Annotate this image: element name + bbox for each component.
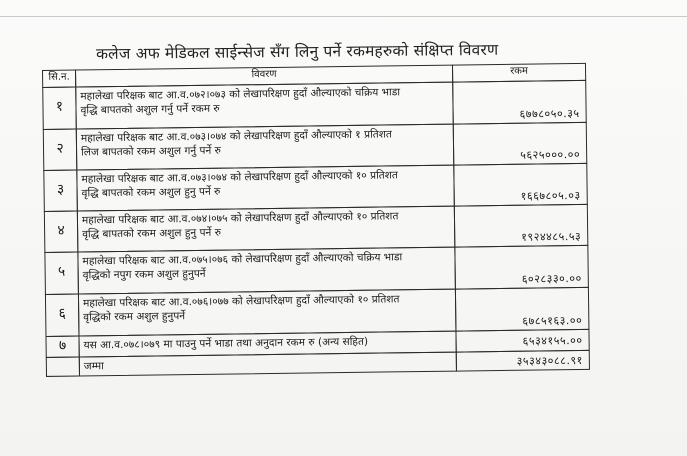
row-6-description <box>78 289 457 337</box>
row-5-line1: महालेखा परिक्षक बाट आ.व.०७५।०७६ को लेखापरिक्षण हुदाँ औल्याएको चक्रिय भाडा <box>82 251 403 268</box>
row-6-line1: महालेखा परिक्षक बाट आ.व.०७६।०७७ को लेखापरिक्षण हुदाँ औल्याएको १० प्रतिशत <box>82 293 400 310</box>
row-3-line1: महालेखा परिक्षक बाट आ.व.०७३।०७४ को लेखापरिक्षण हुदाँ औल्याएको १० प्रतिशत <box>81 169 398 186</box>
row-3-description <box>76 165 455 212</box>
row-3-sn: ३ <box>43 170 78 212</box>
row-4-description <box>77 206 456 253</box>
row-2-sn: २ <box>43 129 78 171</box>
row-1-amount: ६७७८०५०.३५ <box>452 80 587 125</box>
header-description: विवरण <box>75 65 453 88</box>
top-divider <box>0 16 687 17</box>
row-4-line2: वृद्धि बापतको रकम अशुल हुनु पर्ने रु <box>82 226 222 241</box>
row-2-line2: लिज बापतको रकम अशुल गर्नु पर्ने रु <box>81 144 221 159</box>
row-3-amount: १६६७८०५.०३ <box>453 163 588 207</box>
row-2-line1: महालेखा परिक्षक बाट आ.व.०७३।०७४ को लेखापरिक्षण हुदाँ औल्याएको १ प्रतिशत <box>80 128 392 145</box>
row-1-line1: महालेखा परिक्षक बाट आ.व.०७२।०७३ को लेखापरिक्षण हुदाँ औल्याएको चक्रिय भाडा <box>80 86 401 103</box>
row-3-line2: वृद्धि बापतको रकम अशुल हुनु पर्ने रु <box>81 185 221 200</box>
row-6-amount: ६७८५१६३.०० <box>455 287 590 332</box>
row-6-line2: वृद्धिको रकम अशुल हुनुपर्ने <box>83 310 186 324</box>
row-5-line2: वृद्धिको नपुग रकम अशुल हुनुपर्ने <box>82 267 206 282</box>
row-6-sn: ६ <box>45 294 80 337</box>
row-2-amount: ५६२५०००.०० <box>453 122 588 166</box>
row-2-description <box>76 124 455 171</box>
row-5-sn: ५ <box>44 252 79 295</box>
total-sn-cell <box>46 357 80 377</box>
row-5-description <box>77 247 456 295</box>
row-4-line1: महालेखा परिक्षक बाट आ.व.०७४।०७५ को लेखापरिक्षण हुदाँ औल्याएको १० प्रतिशत <box>81 210 399 227</box>
row-1-sn: १ <box>42 87 77 130</box>
row-1-line2: वृद्धि बापतको अशुल गर्नु पर्ने रकम रु <box>80 102 220 117</box>
row-5-amount: ६०२८३३०.०० <box>454 245 589 290</box>
row-1-description <box>75 82 454 130</box>
row-7-sn: ७ <box>45 336 79 358</box>
row-7-line1: यस आ.व.०७८।०७९ मा पाउनु पर्ने भाडा तथा अनुदान रकम रु (अन्य सहित) <box>83 335 369 352</box>
document-title: कलेज अफ मेडिकल साईन्सेज सँग लिनु पर्ने रकमहरुको संक्षिप्त विवरण <box>95 40 499 63</box>
total-label: जम्मा <box>79 352 457 377</box>
row-7-amount: ६५३४१५५.०० <box>455 329 589 353</box>
row-4-sn: ४ <box>44 211 79 253</box>
row-4-amount: १९२४४८५.५३ <box>454 204 589 248</box>
header-sn: सि.न. <box>42 70 76 88</box>
total-amount: ३५३४३०८८.९१ <box>456 350 590 372</box>
header-amount: रकम <box>452 63 586 83</box>
